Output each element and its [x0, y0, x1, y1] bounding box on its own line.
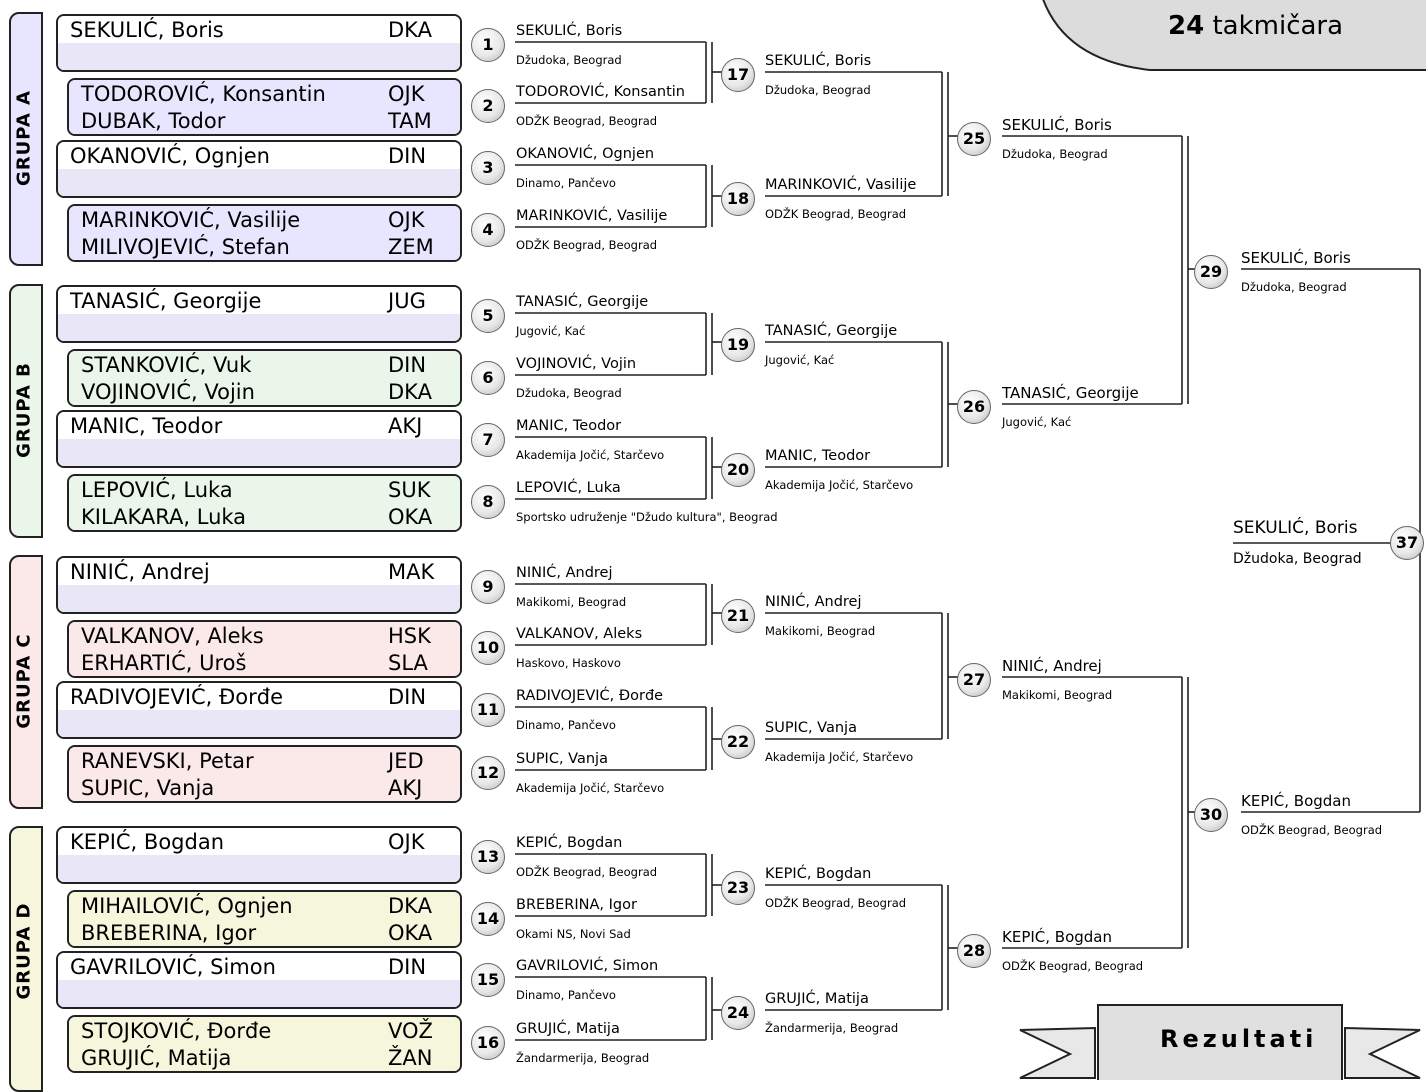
match-winner-club: Akademija Jočić, Starčevo: [765, 750, 914, 764]
draw-slot-top: [58, 828, 460, 856]
draw-pair: [67, 745, 462, 803]
competitor-club: DIN: [388, 353, 427, 377]
draw-slot-bottom: [69, 919, 460, 946]
draw-pair: [56, 140, 462, 198]
draw-slot-bottom: [58, 855, 460, 882]
competitor-club: MAK: [388, 560, 435, 584]
match-winner-name: SEKULIĆ, Boris: [765, 53, 872, 69]
draw-pair: [56, 14, 462, 72]
match-winner-club: Makikomi, Beograd: [765, 624, 876, 638]
match-winner-club: ODŽK Beograd, Beograd: [1241, 823, 1383, 837]
match-winner-club: ODŽK Beograd, Beograd: [516, 238, 658, 252]
competitor-name: TANASIĆ, Georgije: [70, 289, 262, 313]
competitor-club: JED: [388, 749, 424, 773]
match-winner-name: KEPIĆ, Bogdan: [516, 835, 623, 851]
competitor-club: OKA: [388, 505, 433, 529]
match-winner-club: Sportsko udruženje "Džudo kultura", Beograd: [516, 510, 778, 524]
draw-slot-bottom: [58, 585, 460, 612]
competitor-club: SUK: [388, 478, 431, 502]
match-number: 16: [471, 1026, 505, 1060]
competitor-name: OKANOVIĆ, Ognjen: [70, 144, 270, 168]
draw-slot-bottom: [58, 710, 460, 737]
match-number: 17: [721, 58, 755, 92]
match-number: 1: [471, 28, 505, 62]
competitor-name: KEPIĆ, Bogdan: [70, 830, 225, 854]
match-winner-name: NINIĆ, Andrej: [516, 565, 613, 581]
match-winner-name: KEPIĆ, Bogdan: [765, 866, 872, 882]
match-number: 15: [471, 963, 505, 997]
match-number: 24: [721, 996, 755, 1030]
draw-slot-top: [69, 476, 460, 504]
match-number: 27: [957, 663, 991, 697]
match-number: 29: [1194, 255, 1228, 289]
match-number-final: 37: [1390, 526, 1424, 560]
draw-slot-top: [58, 683, 460, 711]
match-number: 5: [471, 299, 505, 333]
match-winner-club: Akademija Jočić, Starčevo: [765, 478, 914, 492]
draw-slot-bottom: [69, 649, 460, 676]
competitor-name: VALKANOV, Aleks: [81, 624, 264, 648]
match-winner-name: TANASIĆ, Georgije: [516, 294, 649, 310]
match-winner-name: TANASIĆ, Georgije: [765, 323, 898, 339]
competitor-club: SLA: [388, 651, 428, 675]
match-winner-club: Dinamo, Pančevo: [516, 988, 616, 1002]
match-winner-name: SEKULIĆ, Boris: [1241, 249, 1351, 267]
match-winner-name: GRUJIĆ, Matija: [516, 1021, 620, 1037]
match-winner-name: LEPOVIĆ, Luka: [516, 480, 621, 496]
match-number: 19: [721, 328, 755, 362]
draw-pair: [56, 681, 462, 739]
match-winner-club: Akademija Jočić, Starčevo: [516, 781, 665, 795]
draw-pair: [67, 1015, 462, 1073]
draw-slot-top: [58, 16, 460, 44]
match-number: 14: [471, 902, 505, 936]
match-winner-club: ODŽK Beograd, Beograd: [765, 207, 907, 221]
match-winner-club: Žandarmerija, Beograd: [516, 1051, 650, 1065]
match-winner-club: Džudoka, Beograd: [1002, 147, 1108, 161]
competitor-name: SUPIC, Vanja: [81, 776, 215, 800]
match-winner-club: Makikomi, Beograd: [1002, 688, 1113, 702]
match-winner-name: OKANOVIĆ, Ognjen: [516, 146, 655, 162]
match-winner-name: BREBERINA, Igor: [516, 897, 637, 913]
competitor-club: ŽAN: [388, 1046, 433, 1070]
competitor-club: AKJ: [388, 776, 423, 800]
competitor-club: DIN: [388, 685, 427, 709]
match-winner-club: Džudoka, Beograd: [1241, 280, 1347, 294]
final-winner-name: SEKULIĆ, Boris: [1233, 518, 1358, 538]
competitor-club: OJK: [388, 208, 425, 232]
group-label-c: GRUPA C: [13, 633, 35, 729]
competitor-name: DUBAK, Todor: [81, 109, 226, 133]
competitor-club: HSK: [388, 624, 431, 648]
draw-slot-top: [58, 953, 460, 981]
match-winner-club: Jugović, Kać: [765, 353, 835, 367]
competitor-name: STANKOVIĆ, Vuk: [81, 353, 252, 377]
match-winner-name: RADIVOJEVIĆ, Đorđe: [516, 688, 664, 704]
draw-pair: [56, 285, 462, 343]
match-number: 28: [957, 934, 991, 968]
competitor-name: KILAKARA, Luka: [81, 505, 247, 529]
match-number: 21: [721, 599, 755, 633]
draw-slot-bottom: [58, 43, 460, 70]
match-number: 12: [471, 756, 505, 790]
match-winner-name: TODOROVIĆ, Konsantin: [516, 84, 686, 100]
draw-slot-bottom: [58, 169, 460, 196]
match-number: 10: [471, 631, 505, 665]
match-winner-name: MARINKOVIĆ, Vasilije: [765, 177, 917, 193]
match-number: 30: [1194, 798, 1228, 832]
competitor-club: DKA: [388, 894, 432, 918]
match-number: 25: [957, 122, 991, 156]
match-winner-name: NINIĆ, Andrej: [765, 594, 862, 610]
match-winner-club: ODŽK Beograd, Beograd: [765, 896, 907, 910]
competitor-club: OKA: [388, 921, 433, 945]
draw-pair: [56, 951, 462, 1009]
draw-slot-bottom: [69, 503, 460, 530]
draw-slot-top: [69, 80, 460, 108]
match-winner-club: Žandarmerija, Beograd: [765, 1021, 899, 1035]
draw-slot-bottom: [69, 1044, 460, 1071]
match-winner-club: Makikomi, Beograd: [516, 595, 627, 609]
match-winner-club: Džudoka, Beograd: [516, 53, 622, 67]
match-number: 8: [471, 485, 505, 519]
draw-pair: [67, 349, 462, 407]
results-banner-label: Rezultati: [1160, 1025, 1318, 1053]
competitor-club: AKJ: [388, 414, 423, 438]
draw-pair: [67, 474, 462, 532]
competitor-name: SEKULIĆ, Boris: [70, 18, 224, 42]
match-number: 2: [471, 89, 505, 123]
draw-pair: [56, 826, 462, 884]
match-number: 9: [471, 570, 505, 604]
draw-slot-top: [58, 558, 460, 586]
match-winner-club: Dinamo, Pančevo: [516, 176, 616, 190]
match-winner-club: ODŽK Beograd, Beograd: [516, 114, 658, 128]
competitor-club: OJK: [388, 830, 425, 854]
group-label-a: GRUPA A: [13, 90, 35, 186]
draw-slot-top: [69, 747, 460, 775]
competitor-name: MANIC, Teodor: [70, 414, 223, 438]
competitor-name: ERHARTIĆ, Uroš: [81, 651, 247, 675]
competitor-name: VOJINOVIĆ, Vojin: [81, 380, 255, 404]
match-winner-name: MARINKOVIĆ, Vasilije: [516, 208, 668, 224]
draw-slot-top: [58, 412, 460, 440]
draw-pair: [56, 410, 462, 468]
draw-pair: [67, 890, 462, 948]
match-winner-club: Jugović, Kać: [516, 324, 586, 338]
competitor-name: NINIĆ, Andrej: [70, 560, 210, 584]
competitor-name: BREBERINA, Igor: [81, 921, 257, 945]
match-winner-name: KEPIĆ, Bogdan: [1002, 928, 1113, 946]
match-winner-club: Džudoka, Beograd: [516, 386, 622, 400]
match-winner-name: GAVRILOVIĆ, Simon: [516, 958, 659, 974]
match-number: 4: [471, 213, 505, 247]
participant-count: 24 takmičara: [1168, 11, 1344, 41]
final-winner-club: Džudoka, Beograd: [1233, 551, 1362, 567]
competitor-club: OJK: [388, 82, 425, 106]
competitor-club: DIN: [388, 144, 427, 168]
competitor-club: TAM: [388, 109, 432, 133]
group-label-d: GRUPA D: [13, 902, 35, 1000]
draw-pair: [67, 204, 462, 262]
match-number: 7: [471, 423, 505, 457]
match-winner-name: MANIC, Teodor: [516, 418, 622, 434]
competitor-name: TODOROVIĆ, Konsantin: [81, 82, 326, 106]
match-number: 18: [721, 182, 755, 216]
match-number: 20: [721, 453, 755, 487]
match-winner-name: VALKANOV, Aleks: [516, 626, 643, 642]
match-number: 6: [471, 361, 505, 395]
match-winner-club: Dinamo, Pančevo: [516, 718, 616, 732]
draw-pair: [67, 78, 462, 136]
competitor-club: ZEM: [388, 235, 434, 259]
match-number: 23: [721, 871, 755, 905]
competitor-name: RANEVSKI, Petar: [81, 749, 254, 773]
competitor-name: RADIVOJEVIĆ, Đorđe: [70, 685, 284, 709]
group-label-b: GRUPA B: [13, 362, 35, 458]
draw-slot-top: [58, 142, 460, 170]
draw-pair: [67, 620, 462, 678]
match-winner-name: NINIĆ, Andrej: [1002, 657, 1102, 675]
draw-slot-bottom: [58, 980, 460, 1007]
competitor-club: DIN: [388, 955, 427, 979]
competitor-name: MARINKOVIĆ, Vasilije: [81, 208, 301, 232]
draw-slot-top: [69, 892, 460, 920]
draw-slot-top: [69, 622, 460, 650]
draw-slot-top: [58, 287, 460, 315]
competitor-club: DKA: [388, 18, 432, 42]
draw-slot-bottom: [69, 378, 460, 405]
match-number: 11: [471, 693, 505, 727]
match-winner-club: Haskovo, Haskovo: [516, 656, 621, 670]
competitor-name: GRUJIĆ, Matija: [81, 1046, 232, 1070]
draw-slot-bottom: [58, 314, 460, 341]
match-winner-club: Okami NS, Novi Sad: [516, 927, 631, 941]
match-winner-name: SEKULIĆ, Boris: [516, 23, 623, 39]
match-winner-club: Akademija Jočić, Starčevo: [516, 448, 665, 462]
draw-slot-bottom: [69, 107, 460, 134]
draw-slot-bottom: [69, 774, 460, 801]
draw-slot-bottom: [69, 233, 460, 260]
draw-slot-bottom: [58, 439, 460, 466]
competitor-name: STOJKOVIĆ, Đorđe: [81, 1019, 272, 1043]
match-winner-club: Jugović, Kać: [1002, 415, 1072, 429]
match-winner-club: ODŽK Beograd, Beograd: [1002, 959, 1144, 973]
draw-pair: [56, 556, 462, 614]
competitor-name: GAVRILOVIĆ, Simon: [70, 955, 276, 979]
match-winner-name: GRUJIĆ, Matija: [765, 991, 869, 1007]
match-winner-name: TANASIĆ, Georgije: [1002, 384, 1139, 402]
match-number: 3: [471, 151, 505, 185]
competitor-name: MILIVOJEVIĆ, Stefan: [81, 235, 290, 259]
match-winner-name: SUPIC, Vanja: [516, 751, 608, 767]
match-winner-name: KEPIĆ, Bogdan: [1241, 792, 1352, 810]
match-winner-club: ODŽK Beograd, Beograd: [516, 865, 658, 879]
draw-slot-top: [69, 206, 460, 234]
competitor-club: DKA: [388, 380, 432, 404]
competitor-club: VOŽ: [388, 1019, 433, 1043]
match-winner-name: VOJINOVIĆ, Vojin: [516, 356, 637, 372]
match-winner-name: SEKULIĆ, Boris: [1002, 116, 1112, 134]
match-winner-club: Džudoka, Beograd: [765, 83, 871, 97]
competitor-name: MIHAILOVIĆ, Ognjen: [81, 894, 293, 918]
draw-slot-top: [69, 351, 460, 379]
match-number: 13: [471, 840, 505, 874]
competitor-club: JUG: [388, 289, 426, 313]
match-number: 22: [721, 725, 755, 759]
match-winner-name: SUPIC, Vanja: [765, 720, 857, 736]
match-winner-name: MANIC, Teodor: [765, 448, 871, 464]
draw-slot-top: [69, 1017, 460, 1045]
match-number: 26: [957, 390, 991, 424]
competitor-name: LEPOVIĆ, Luka: [81, 478, 233, 502]
